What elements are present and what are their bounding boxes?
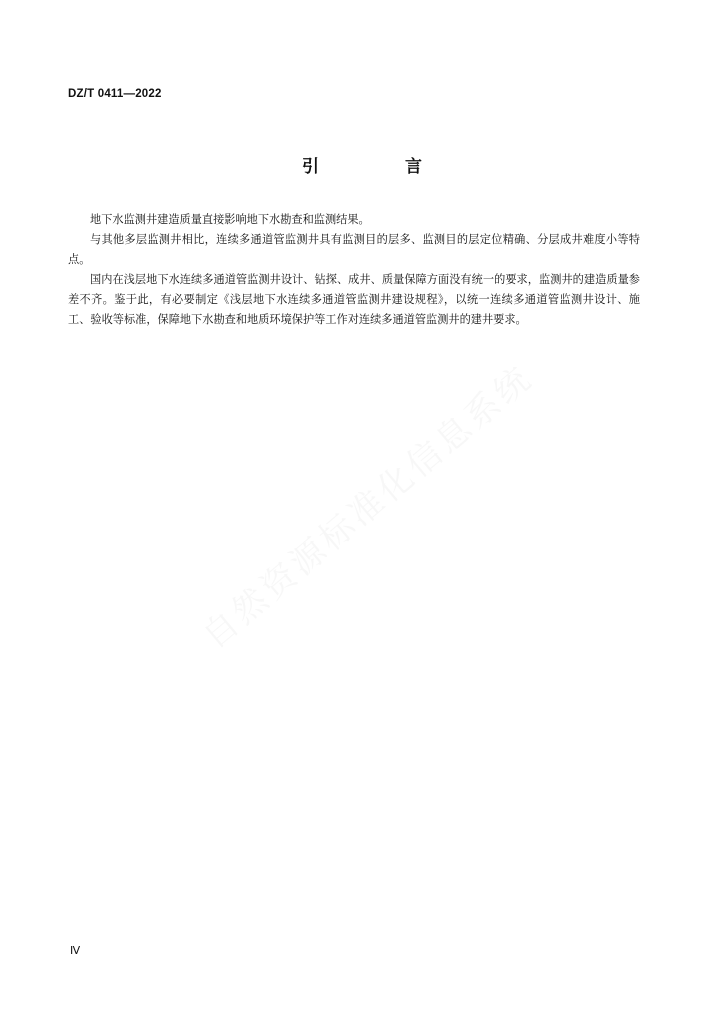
watermark: 自然资源标准化信息系统 bbox=[195, 357, 542, 657]
paragraph-3: 国内在浅层地下水连续多通道管监测井设计、钻探、成井、质量保障方面没有统一的要求，监测井的建造质量参差不齐。鉴于此，有必要制定《浅层地下水连续多通道管监测井建设规程》，以统一连续多通道管监测井设计、施工、验收等标准，保障地下水勘查和地质环境保护等工作对连续多通道管监测井的建井要求。 bbox=[68, 273, 640, 326]
paragraph-1: 地下水监测井建造质量直接影响地下水勘查和监测结果。 bbox=[90, 213, 370, 226]
page-number: Ⅳ bbox=[70, 945, 81, 957]
introduction-body bbox=[68, 210, 640, 330]
paragraph-2: 与其他多层监测井相比，连续多通道管监测井具有监测目的层多、监测目的层定位精确、分层成井难度小等特点。 bbox=[68, 233, 640, 266]
page-title: 引 言 bbox=[302, 157, 462, 177]
standard-code: DZ/T 0411—2022 bbox=[68, 88, 162, 100]
